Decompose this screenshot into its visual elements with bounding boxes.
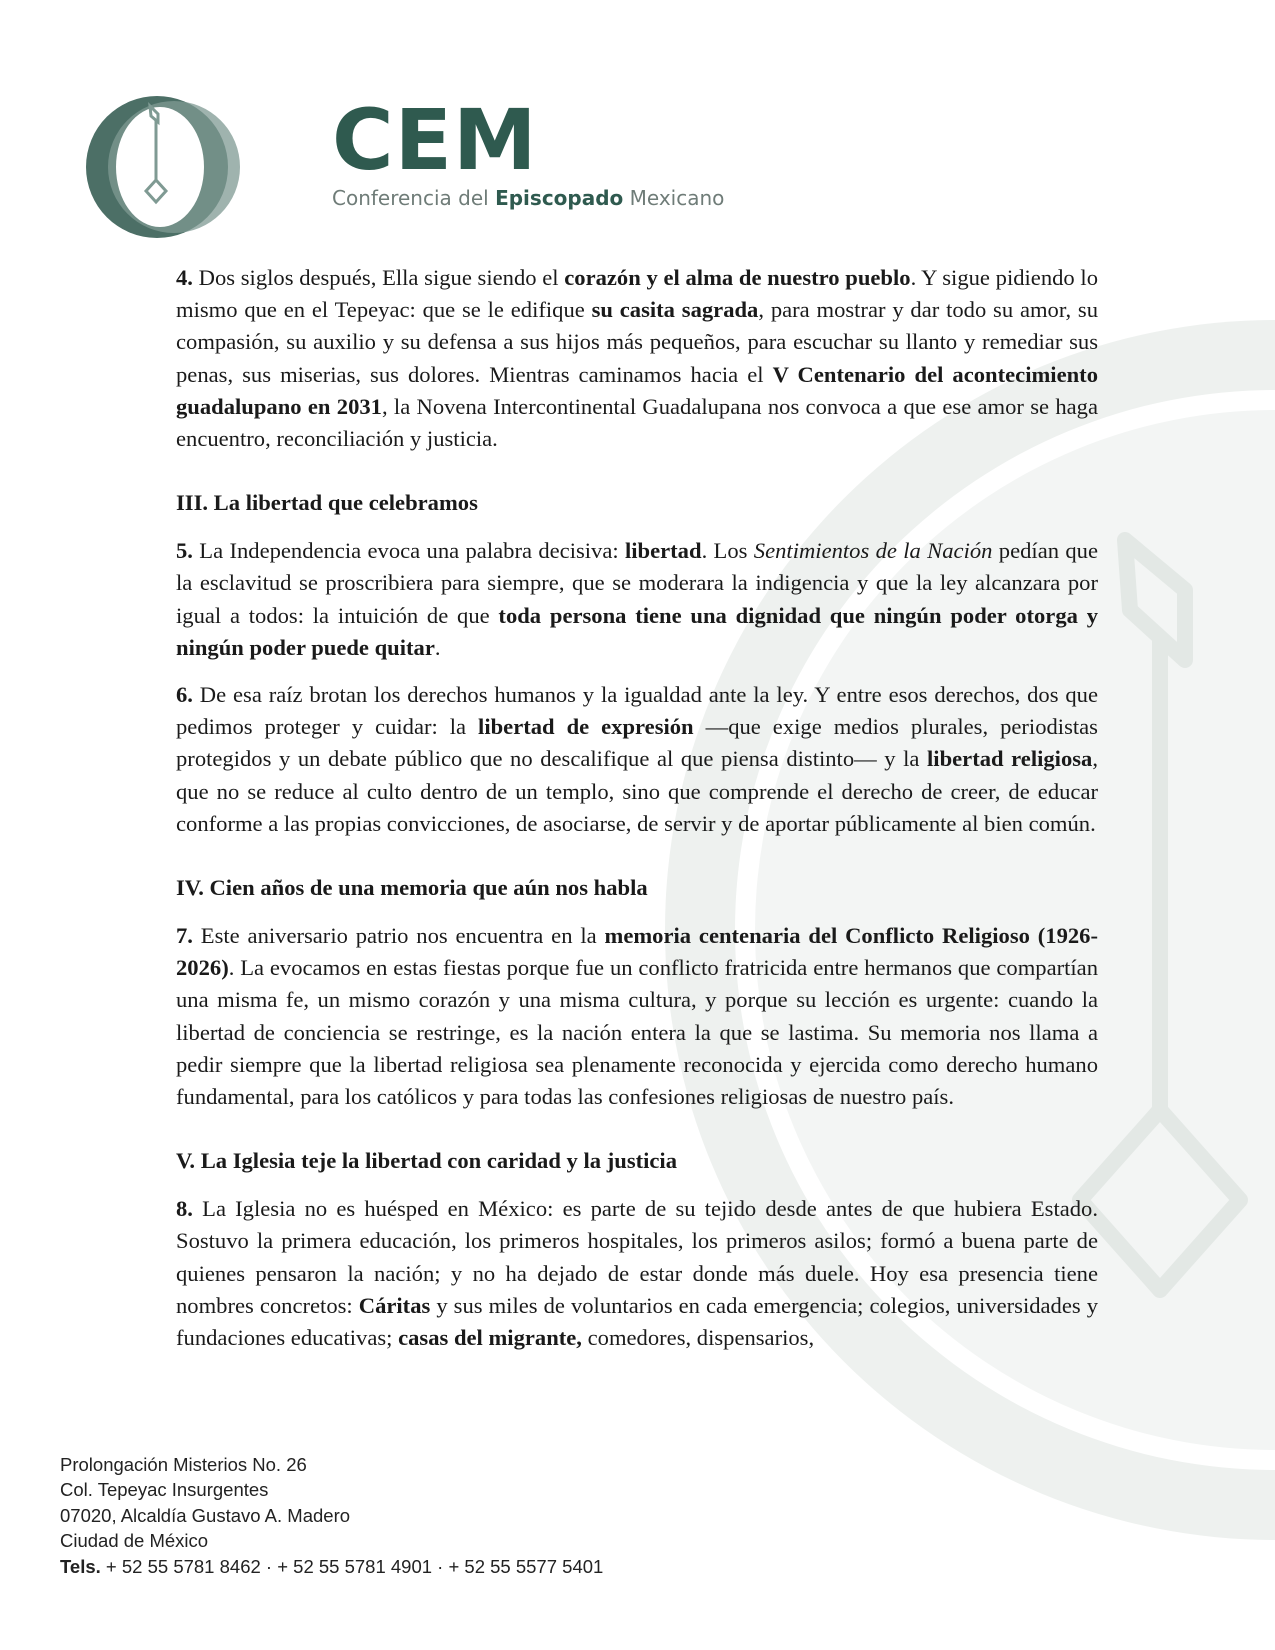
paragraph-8: 8. La Iglesia no es huésped en México: es parte de su tejido desde antes de que hubiera Estado. Sostuvo la primera educación, los primeros hospitales, los primeros asilos; formó a buena parte de quienes pensaron la nación; y no ha dejado de estar donde más duele. Hoy esa presencia tiene nombres concretos: Cáritas y sus miles de voluntarios en cada emergencia; colegios, universidades y fundaciones educativas; casas del migrante, comedores, dispensarios,: [176, 1196, 1099, 1351]
paragraph-4: 4. Dos siglos después, Ella sigue siendo el corazón y el alma de nuestro pueblo. Y sigue pidiendo lo mismo que en el Tepeyac: que se le edifique su casita sagrada, para mostrar y dar todo su amor, su compasión, su auxilio y su defensa a sus hijos más pequeños, para escuchar su llanto y remediar sus penas, sus miserias, sus dolores. Mientras caminamos hacia el V Centenario del acontecimiento guadalupano en 2031, la Novena Intercontinental Guadalupana nos convoca a que ese amor se haga encuentro, reconciliación y justicia.: [176, 265, 1098, 452]
address-line: 07020, Alcaldía Gustavo A. Madero: [60, 1504, 351, 1526]
cem-logo: [82, 91, 725, 242]
paragraph-7: 7. Este aniversario patrio nos encuentra en la memoria centenaria del Conflicto Religioso (1926-2026). La evocamos en estas fiestas porque fue un conflicto fratricida entre hermanos que compartían una misma fe, un mismo corazón y una misma cultura, y porque su lección es urgente: cuando la libertad de conciencia se restringe, es la nación entera la que se lastima. Su memoria nos llama a pedir siempre que la libertad religiosa sea plenamente reconocida y ejercida como derecho humano fundamental, para los católicos y para todas las confesiones religiosas de nuestro país.: [176, 923, 1098, 1110]
paragraph-6: 6. De esa raíz brotan los derechos humanos y la igualdad ante la ley. Y entre esos derechos, dos que pedimos proteger y cuidar: la libertad de expresión —que exige medios plurales, periodistas protegidos y un debate público que no descalifique al que piensa distinto— y la libertad religiosa, que no se reduce al culto dentro de un templo, sino que comprende el derecho de creer, de educar conforme a las propias convicciones, de asociarse, de servir y de aportar públicamente al bien común.: [176, 682, 1098, 836]
footer-address: [60, 1452, 603, 1579]
address-line: Ciudad de México: [60, 1530, 209, 1552]
logo-acronym: CEM: [332, 91, 538, 189]
document-body: [176, 262, 1098, 1369]
phone-line: Tels. + 52 55 5781 8462 · + 52 55 5781 4901 · + 52 55 5577 5401: [60, 1555, 604, 1577]
address-line: Prolongación Misterios No. 26: [60, 1454, 307, 1475]
cem-emblem-icon: [82, 92, 242, 242]
section-heading-iv: IV. Cien años de una memoria que aún nos habla: [176, 875, 648, 901]
section-heading-v: V. La Iglesia teje la libertad con caridad y la justicia: [176, 1148, 678, 1174]
paragraph-5: 5. La Independencia evoca una palabra decisiva: libertad. Los Sentimientos de la Nación pedían que la esclavitud se proscribiera para siempre, que se moderara la indigencia y que la ley alcanzara por igual a todos: la intuición de que toda persona tiene una dignidad que ningún poder otorga y ningún poder puede quitar.: [176, 538, 1098, 660]
address-line: Col. Tepeyac Insurgentes: [60, 1479, 269, 1501]
section-heading-iii: III. La libertad que celebramos: [176, 490, 478, 516]
logo-subtitle: Conferencia del Episcopado Mexicano: [332, 186, 725, 210]
